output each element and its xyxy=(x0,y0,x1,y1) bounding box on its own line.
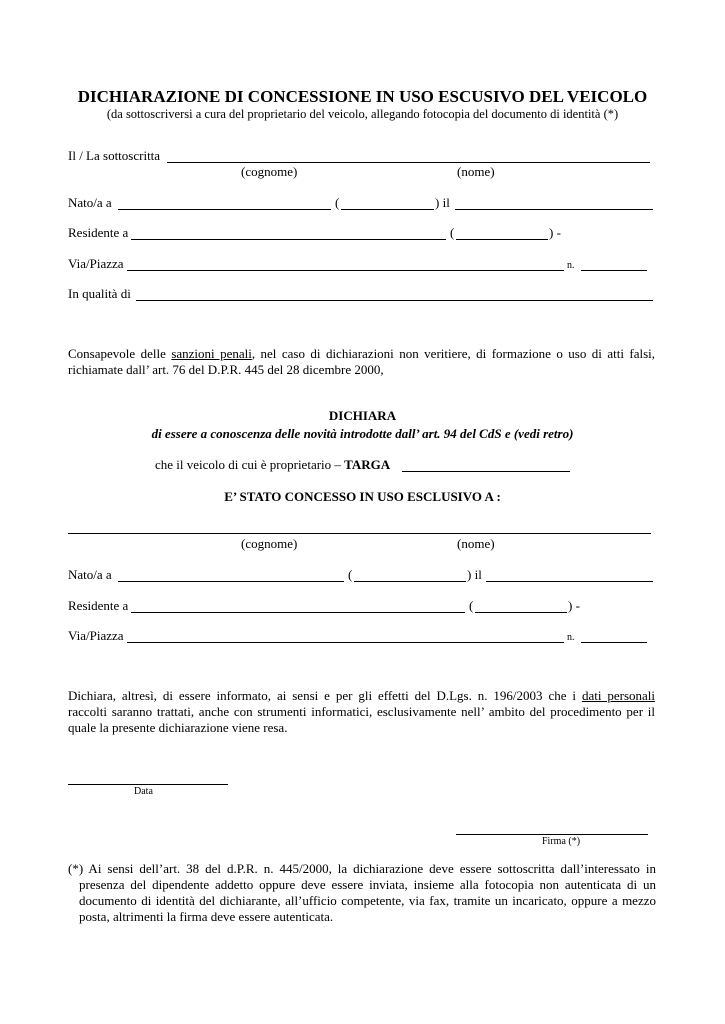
grantee-street-label: Via/Piazza xyxy=(68,628,124,643)
grantee-birthplace-field[interactable] xyxy=(118,581,344,582)
awareness-line-2: richiamate dall’ art. 76 del D.P.R. 445 del 28 dicembre 2000, xyxy=(68,362,384,377)
grantee-birthdate-label: ) il xyxy=(467,567,482,582)
grantee-street-number-field[interactable] xyxy=(581,642,647,643)
grantee-name-caption: (nome) xyxy=(457,536,495,551)
birthplace-label: Nato/a a xyxy=(68,195,112,210)
grantee-surname-caption: (cognome) xyxy=(241,536,298,551)
declaration-subheading: di essere a conoscenza delle novità introdotte dall’ art. 94 del CdS e (vedi retro) xyxy=(151,426,574,441)
grantee-street-number-label: n. xyxy=(567,632,575,643)
grantee-birthplace-label: Nato/a a xyxy=(68,567,112,582)
plate-label: TARGA xyxy=(344,457,391,472)
capacity-field[interactable] xyxy=(136,300,653,301)
grantee-residence-province-field[interactable] xyxy=(475,612,567,613)
footnote-line-4: posta, altrimenti la firma deve essere autenticata. xyxy=(79,909,334,924)
plate-field[interactable] xyxy=(402,471,570,472)
penal-sanctions-link: sanzioni penali xyxy=(171,346,252,361)
granted-heading: E’ STATO CONCESSO IN USO ESCLUSIVO A : xyxy=(224,489,501,504)
grantee-province-open-paren: ( xyxy=(348,567,353,582)
residence-label: Residente a xyxy=(68,225,129,240)
grantee-birthdate-field[interactable] xyxy=(486,581,653,582)
grantee-name-field[interactable] xyxy=(68,533,651,534)
capacity-label: In qualità di xyxy=(68,286,131,301)
province-open-paren: ( xyxy=(335,195,340,210)
footnote-line-1: (*) Ai sensi dell’art. 38 del d.P.R. n. 445/2000, la dichiarazione deve essere sottoscritta dall’interessato in xyxy=(68,861,656,876)
signer-label: Il / La sottoscritta xyxy=(68,148,161,163)
document-subtitle: (da sottoscriversi a cura del proprietario del veicolo, allegando fotocopia del documento di identità (*) xyxy=(106,107,619,121)
grantee-residence-field[interactable] xyxy=(131,612,465,613)
birth-province-field[interactable] xyxy=(341,209,434,210)
signer-name-field[interactable] xyxy=(167,162,650,163)
street-number-label: n. xyxy=(567,260,575,271)
footnote-line-2: presenza del dipendente addetto oppure deve essere inviata, insieme alla fotocopia non autenticata di un xyxy=(79,877,656,892)
birthplace-field[interactable] xyxy=(118,209,331,210)
date-field[interactable] xyxy=(68,784,228,785)
residence-open-paren: ( xyxy=(450,225,455,240)
grantee-street-field[interactable] xyxy=(127,642,564,643)
grantee-residence-open-paren: ( xyxy=(469,598,474,613)
vehicle-statement: che il veicolo di cui è proprietario – TARGA xyxy=(155,457,391,472)
street-field[interactable] xyxy=(127,270,564,271)
residence-province-field[interactable] xyxy=(456,239,548,240)
document-title: DICHIARAZIONE DI CONCESSIONE IN USO ESCUSIVO DEL VEICOLO xyxy=(77,87,648,106)
grantee-birth-province-field[interactable] xyxy=(354,581,466,582)
street-label: Via/Piazza xyxy=(68,256,124,271)
residence-close-paren: ) - xyxy=(549,225,561,240)
grantee-residence-close-paren: ) - xyxy=(568,598,580,613)
signature-label: Firma (*) xyxy=(542,836,581,847)
signature-field[interactable] xyxy=(456,834,648,835)
surname-caption: (cognome) xyxy=(241,164,298,179)
privacy-line-3: quale la presente dichiarazione viene resa. xyxy=(68,720,288,735)
birthdate-label: ) il xyxy=(435,195,450,210)
grantee-residence-label: Residente a xyxy=(68,598,129,613)
name-caption: (nome) xyxy=(457,164,495,179)
awareness-line-1: Consapevole delle sanzioni penali, nel caso di dichiarazioni non veritiere, di formazione o uso di atti falsi, xyxy=(68,346,656,361)
footnote-line-3: documento di identità del dichiarante, all’ufficio competente, via fax, tramite un incaricato, oppure a mezzo xyxy=(79,893,656,908)
street-number-field[interactable] xyxy=(581,270,647,271)
personal-data-link: dati personali xyxy=(581,688,655,703)
date-label: Data xyxy=(134,786,153,797)
privacy-line-1: Dichiara, altresì, di essere informato, ai sensi e per gli effetti del D.Lgs. n. 196/2003 che i dati personali xyxy=(68,688,655,703)
declaration-heading: DICHIARA xyxy=(328,408,397,423)
privacy-line-2: raccolti saranno trattati, anche con strumenti informatici, esclusivamente nell’ ambito del procedimento per il xyxy=(68,704,655,719)
birthdate-field[interactable] xyxy=(455,209,653,210)
residence-field[interactable] xyxy=(131,239,446,240)
